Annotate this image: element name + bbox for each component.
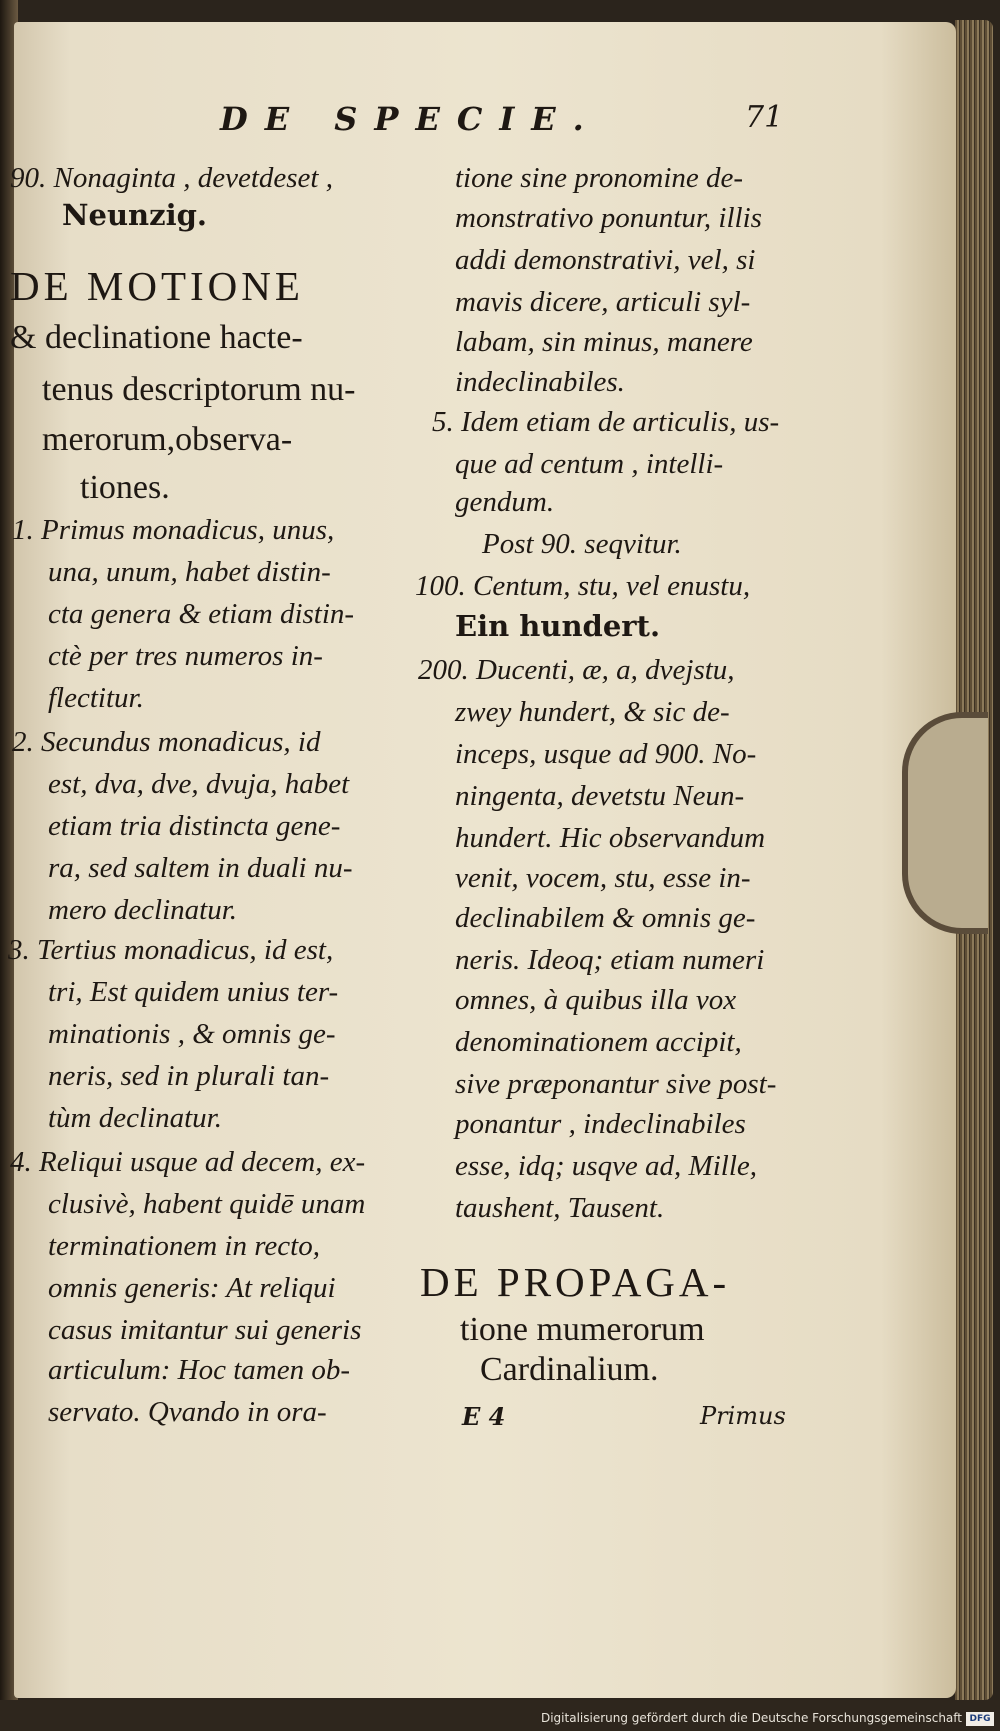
left-column-text-line: minationis , & omnis ge- <box>48 1018 336 1050</box>
footer-band <box>0 1700 1000 1731</box>
left-column-text-line: merorum,observa- <box>42 421 293 458</box>
right-column-text-line: monstrativo ponuntur, illis <box>455 202 762 234</box>
left-column-text-line: 3. Tertius monadicus, id est, <box>8 934 334 966</box>
left-column-text-line: 4. Reliqui usque ad decem, ex- <box>10 1146 366 1178</box>
right-column-text-line: zwey hundert, & sic de- <box>455 696 730 728</box>
left-column-text-line: clusivè, habent quidē unam <box>48 1188 366 1220</box>
right-column-text-line: declinabilem & omnis ge- <box>455 902 756 934</box>
dfg-logo: DFG <box>966 1712 994 1726</box>
right-column-text-line: DE PROPAGA- <box>420 1259 731 1305</box>
right-column-text-line: labam, sin minus, manere <box>455 326 753 358</box>
left-column-text-line: articulum: Hoc tamen ob- <box>48 1354 351 1386</box>
left-column-text-line: tenus descriptorum nu- <box>42 371 356 408</box>
left-column-text-line: 2. Secundus monadicus, id <box>12 726 321 758</box>
left-column-text-line: una, unum, habet distin- <box>48 556 331 588</box>
left-column-text-line: tiones. <box>80 469 170 506</box>
left-column-text-line: ctè per tres numeros in- <box>48 640 323 672</box>
page-number: 71 <box>745 100 784 135</box>
left-column-text-line: est, dva, dve, dvuja, habet <box>48 768 350 800</box>
right-column-text-line: Post 90. seqvitur. <box>482 528 682 560</box>
right-column-text-line: inceps, usque ad 900. No- <box>455 738 757 770</box>
catchword: Primus <box>700 1402 786 1430</box>
left-column-text-line: 90. Nonaginta , devetdeset , <box>10 162 333 194</box>
left-column-text-line: casus imitantur sui generis <box>48 1314 362 1346</box>
right-column-text-line: 5. Idem etiam de articulis, us- <box>432 406 780 438</box>
right-column-text-line: mavis dicere, articuli syl- <box>455 286 751 318</box>
right-column-text-line: 200. Ducenti, æ, a, dvejstu, <box>418 654 735 686</box>
right-column-text-line: Ein hundert. <box>455 609 661 643</box>
right-column-text-line: venit, vocem, stu, esse in- <box>455 862 751 894</box>
right-column-text-line: 100. Centum, stu, vel enustu, <box>415 570 751 602</box>
left-column-text-line: tri, Est quidem unius ter- <box>48 976 339 1008</box>
left-column-text-line: neris, sed in plurali tan- <box>48 1060 330 1092</box>
right-column-text-line: hundert. Hic observandum <box>455 822 766 854</box>
left-column-text-line: ra, sed saltem in duali nu- <box>48 852 353 884</box>
left-column-text-line: servato. Qvando in ora- <box>48 1396 327 1428</box>
right-column-text-line: addi demonstrativi, vel, si <box>455 244 756 276</box>
signature-mark: E 4 <box>462 1402 506 1431</box>
right-column-text-line: esse, idq; usqve ad, Mille, <box>455 1150 758 1182</box>
right-column-text-line: denominationem accipit, <box>455 1026 742 1058</box>
right-column-text-line: indeclinabiles. <box>455 366 625 398</box>
right-column-text-line: que ad centum , intelli- <box>455 448 724 480</box>
right-column-text-line: ningenta, devetstu Neun- <box>455 780 745 812</box>
left-column-text-line: mero declinatur. <box>48 894 238 926</box>
left-column-text-line: terminationem in recto, <box>48 1230 320 1262</box>
right-column-text-line: tione mumerorum <box>460 1311 705 1348</box>
left-column-text-line: tùm declinatur. <box>48 1102 222 1134</box>
left-column-text-line: flectitur. <box>48 682 144 714</box>
right-column-text-line: ponantur , indeclinabiles <box>455 1108 746 1140</box>
right-column-text-line: gendum. <box>455 486 555 518</box>
left-column-text-line: omnis generis: At reliqui <box>48 1272 336 1304</box>
clasp <box>902 712 988 934</box>
right-column-text-line: omnes, à quibus illa vox <box>455 984 737 1016</box>
right-column-text-line: neris. Ideoq; etiam numeri <box>455 944 765 976</box>
left-column-text-line: 1. Primus monadicus, unus, <box>12 514 335 546</box>
left-column-text-line: Neunzig. <box>62 198 207 232</box>
left-column-text-line: & declinatione hacte- <box>10 319 303 356</box>
right-column-text-line: Cardinalium. <box>480 1351 659 1388</box>
running-head: DE SPECIE. <box>220 100 601 138</box>
right-column-text-line: taushent, Tausent. <box>455 1192 665 1224</box>
left-column-text-line: DE MOTIONE <box>10 263 304 309</box>
right-column-text-line: sive præponantur sive post- <box>455 1068 777 1100</box>
left-column-text-line: cta genera & etiam distin- <box>48 598 355 630</box>
credit-line: Digitalisierung gefördert durch die Deutsche Forschungsgemeinschaft <box>540 1711 962 1725</box>
right-column-text-line: tione sine pronomine de- <box>455 162 744 194</box>
left-column-text-line: etiam tria distincta gene- <box>48 810 341 842</box>
